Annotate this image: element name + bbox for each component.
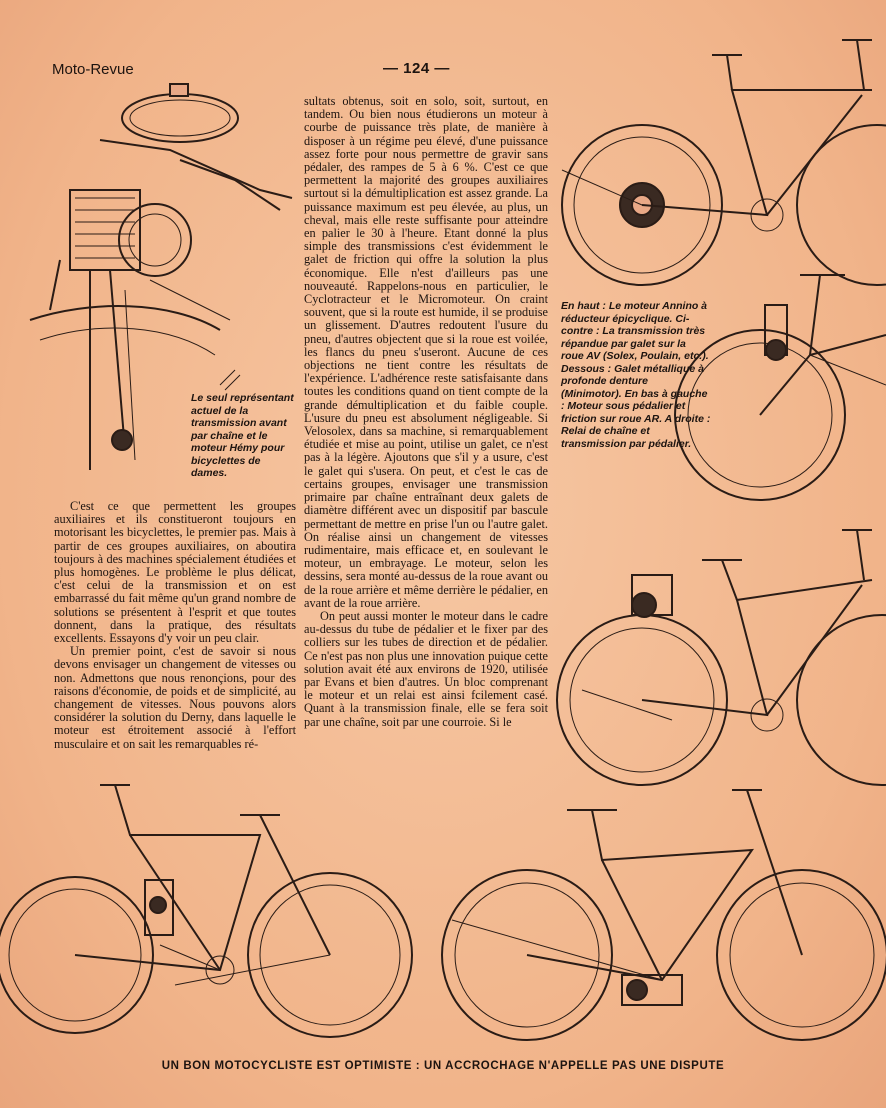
page-number: — 124 — bbox=[383, 60, 450, 77]
article-paragraph: C'est ce que permettent les groupes auxiliaires et ils constitueront toujours en motorisant les bicyclettes, le premier pas. Mais à partir de ces groupes auxiliaires, on aboutira toujours à des machines spécialement étudiées et plus homogènes. Le problème le plus délicat, c'est celui de la transmission et on est embarrassé du fait même qu'un grand nombre de solutions se présentent à l'esprit et que toutes donnent, dans la pratique, des résultats excellents. Essayons d'y voir un peu clair. bbox=[54, 499, 296, 646]
underseat-motor-bicycle-illustration bbox=[0, 775, 430, 1055]
article-paragraph: Un premier point, c'est de savoir si nous devons envisager un changement de vitesses ou non. Admettons que nous renonçions, pour des raisons d'économie, de poids et de simplicité, au changement de vitesses. Nous pouvons alors considérer la solution du Derny, dans laquelle le moteur est étroitement associé à l'effort musculaire et on sait les remarquables ré- bbox=[54, 644, 296, 751]
pedal-chain-relay-bicycle-illustration bbox=[432, 780, 886, 1055]
article-middle-column bbox=[304, 95, 548, 729]
annino-bicycle-illustration bbox=[552, 20, 882, 290]
minimotor-bicycle-illustration bbox=[552, 520, 882, 790]
engine-caption: Le seul représentant actuel de la transmission avant par chaîne et le moteur Hémy pour bicyclettes de dames. bbox=[191, 392, 294, 479]
page-footer-motto: UN BON MOTOCYCLISTE EST OPTIMISTE : UN ACCROCHAGE N'APPELLE PAS UNE DISPUTE bbox=[161, 1060, 725, 1072]
bicycle-transmissions-caption: En haut : Le moteur Annino à réducteur épicyclique. Ci-contre : La transmission très répandue par galet sur la roue AV (Solex, Poulain, etc.). Dessous : Galet métallique à profonde denture (Minimotor). En bas à gauche : Moteur sous pédalier et friction sur roue AR. A droite : Relai de chaîne et transmission par pédalier. bbox=[561, 300, 711, 450]
article-paragraph: On peut aussi monter le moteur dans le cadre au-dessus du tube de pédalier et le fixer par des colliers sur les tubes de direction et de pédalier. Ce n'est pas non plus une innovation puique cette solution avait été aux environs de 1920, utilisée par Evans et bien d'autres. Un bloc comprenant le moteur et un relai est ainsi fcilement casé. Quant à la transmission finale, elle se fera soit par une chaîne, soit par une courroie. Si le bbox=[304, 608, 548, 729]
magazine-title: Moto-Revue bbox=[52, 61, 134, 78]
article-paragraph: sultats obtenus, soit en solo, soit, surtout, en tandem. Ou bien nous étudierons un moteur à courbe de puissance très plate, de manière à disposer à un régime peu élevé, d'une puissance assez forte pour nous permettre de gravir sans pédaler, des rampes de 5 à 6 %. C'est ce que permettent la majorité des groupes auxiliaires surtout si la démultiplication est assez grande. La puissance maximum est peu élevée, au plus, un cheval, mais elle reste suffisante pour atteindre en palier le 30 à l'heure. Etant donné la plus simple des transmissions c'est évidemment le galet de friction qui offre la solution la plus économique. Elle n'est d'ailleurs pas une nouveauté. Rappelons-nous en particulier, le Cyclotracteur et le Micromoteur. On craint souvent, que si la route est humide, il se produise un glissement. D'autres redoutent l'usure du pneu, d'autres objectent que si la roue est voilée, les flancs du pneu s'useront. Aucune de ces objections ne tient contre les résultats de l'expérience. L'adhérence reste satisfaisante dans toutes les conditions quand on tient compte de la grande démultiplication et du faible couple. L'usure du pneu est absolument négligeable. Si Velosolex, dans sa machine, si remarquablement étudiée et mise au point, utilise un galet, ce n'est pas à la légère. Ajoutons que s'il y a usure, c'est le galet qui s'usera. On peut, et c'est le cas de certains groupes, envisager une transmission primaire par chaîne entraînant deux galets de diamètre différent avec un dispositif par bascule permettant de mettre en prise l'un ou l'autre galet. On réalise ainsi un changement de vitesses rudimentaire, mais efficace et, en soulevant le moteur, un embrayage. Le moteur, selon les dessins, sera monté au-dessus de la roue avant ou de la roue arrière et même derrière le pédalier, en avant de la roue arrière. bbox=[304, 94, 548, 610]
article-left-column bbox=[54, 500, 296, 751]
